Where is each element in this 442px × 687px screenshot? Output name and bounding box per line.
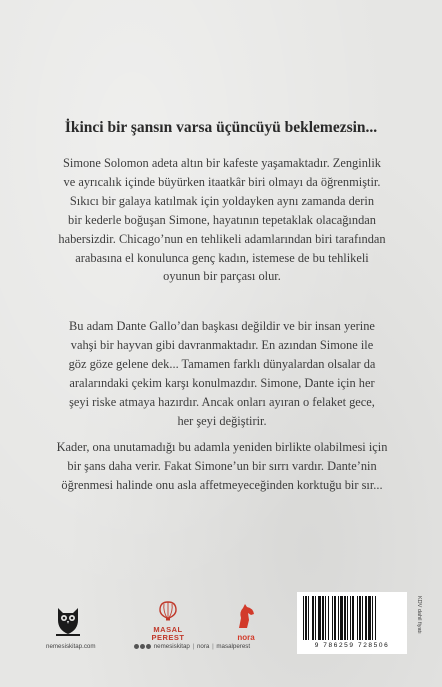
blurb-line: bir şans daha verir. Fakat Simone’un bir sırrı vardır. Dante’nin [67,458,377,473]
barcode-icon [301,596,403,640]
masal-word: MASAL [153,625,183,634]
blurb-line: bir kederle boğuşan Simone, hayatının tepetaklak olacağından [68,212,376,227]
blurb-line: oyunun bir parçası olur. [163,269,281,284]
horse-icon [233,602,259,630]
price-text: KDV dahil fiyatı [416,596,422,634]
blurb-line: habersizdir. Chicago’nun en tehlikeli adamlarından biri tarafından [58,231,386,246]
blurb-line: Bu adam Dante Gallo’dan başkası değildir ve bir insan yerine [69,319,375,333]
blurb-line: göz göze gelene dek... Tamamen farklı dünyalardan olsalar da [68,356,376,371]
social-handle: nemesiskitap [153,643,190,650]
blurb-paragraph-1 [30,154,414,286]
blurb-line: vahşi bir hayvan gibi davranmaktadır. En azından Simone ile [70,337,374,352]
imprint-masalperest: masalperest [216,643,251,650]
perest-word: PEREST [151,633,185,642]
balloon-icon [158,601,178,621]
nora-word: nora [237,633,255,642]
owl-logo-icon [54,604,82,638]
imprint-nora: nora [196,643,210,650]
blurb-line: Sıkıcı bir galaya katılmak için yoldayken aynı zamanda derin [69,193,375,208]
masal-perest-logo [143,601,193,641]
isbn-digits: 9 786259 728506 [314,642,390,649]
blurb-paragraph-3 [30,438,414,495]
x-icon [146,644,151,649]
blurb-line: öğrenmesi halinde onu asla affetmeyeceğinden korktuğu bir sır... [61,477,383,492]
instagram-icon [140,644,145,649]
blurb-line: Kader, ona unutamadığı bu adamla yeniden birlikte olabilmesi için [56,440,388,454]
blurb-paragraph-2 [30,317,414,430]
blurb-line: şeyi riske atmaya hazırdır. Ancak onları ayıran o felaket gece, [69,394,375,409]
blurb-line: arabasına el konulunca genç kadın, istemese de bu tehlikeli [75,250,369,265]
facebook-icon [134,644,139,649]
blurb-line: her şeyi değiştirir. [177,413,267,428]
blurb-line: Simone Solomon adeta altın bir kafeste yaşamaktadır. Zenginlik [63,156,381,170]
blurb-line: aralarındaki çekim karşı konulmazdır. Simone, Dante için her [69,375,375,390]
website-text: nemesiskitap.com [46,643,96,650]
nora-logo [228,602,264,642]
social-footer: nemesiskitap | nora | masalperest [134,643,250,650]
barcode-block [297,592,407,654]
tagline: İkinci bir şansın varsa üçüncüyü beklemezsin... [64,119,378,136]
blurb-line: ve ayrıcalık içinde büyürken itaatkâr biri olmayı da öğrenmiştir. [63,174,381,189]
